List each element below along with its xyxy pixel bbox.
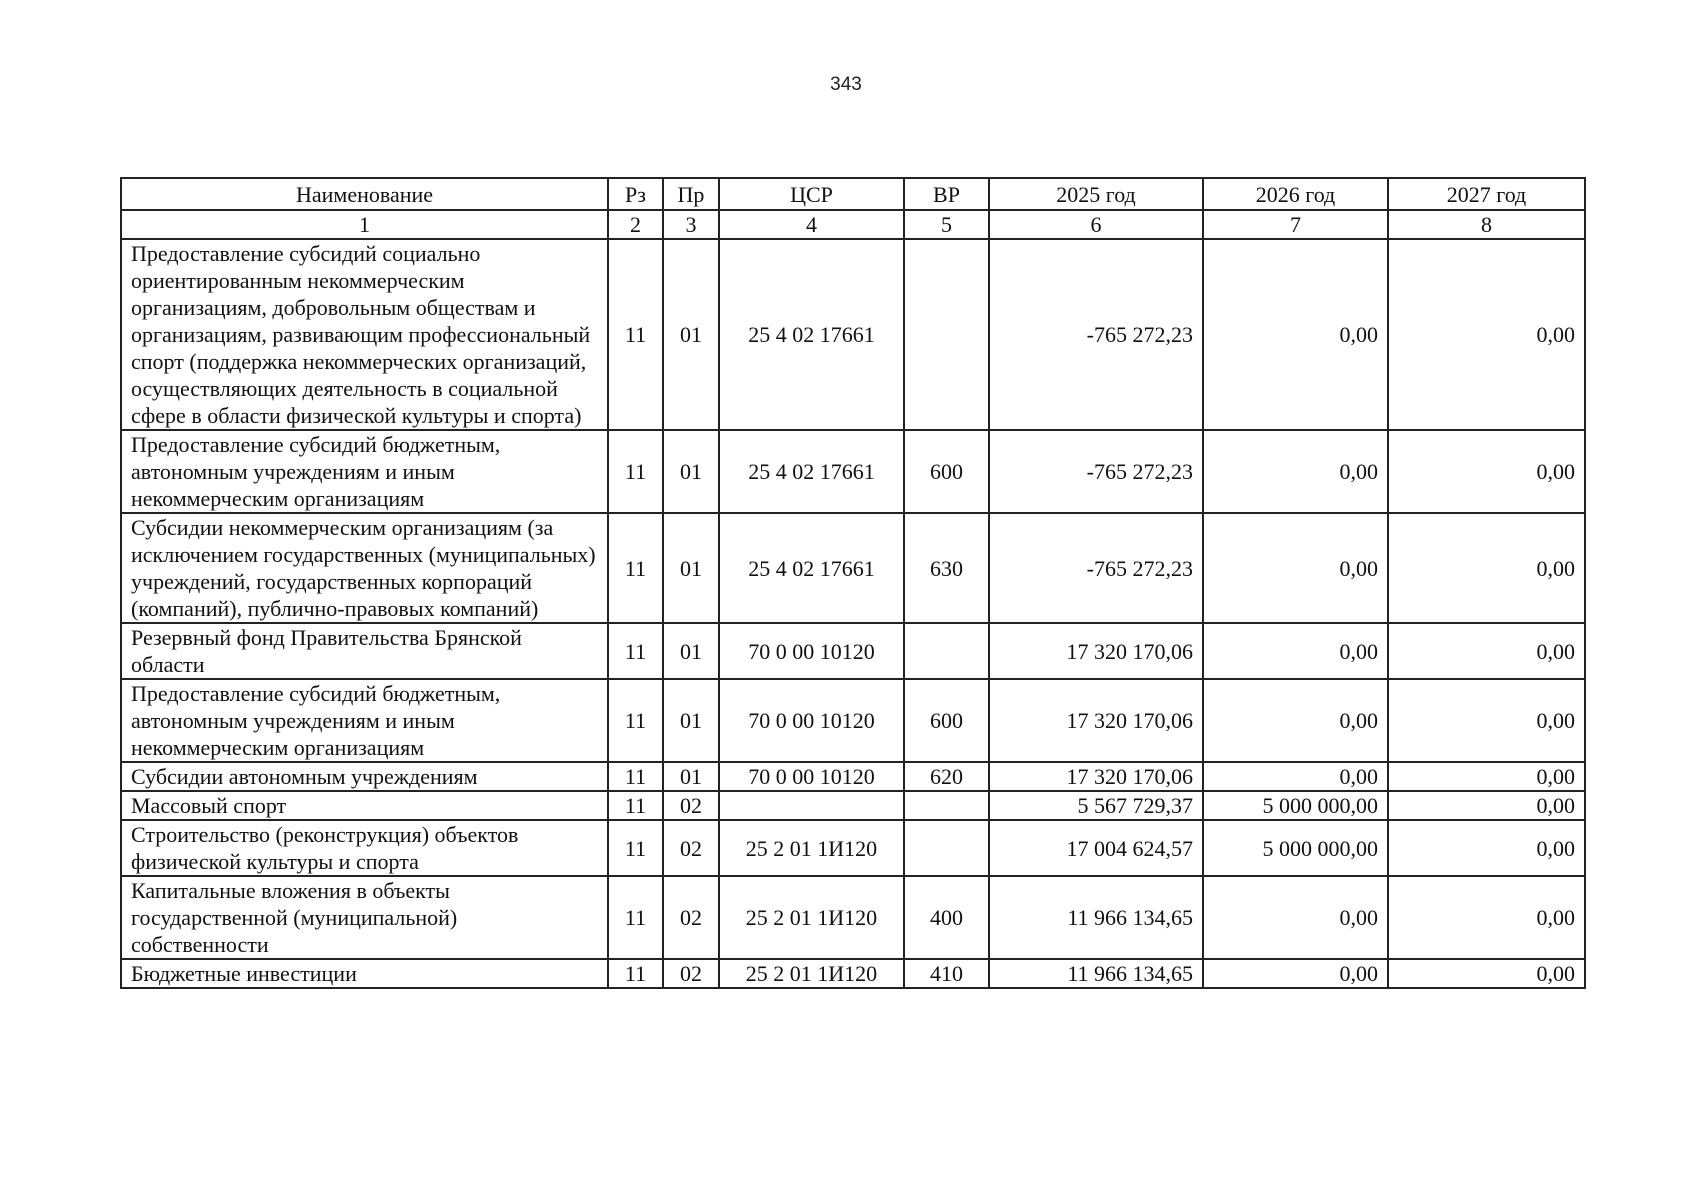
column-index: 5 [904, 210, 989, 239]
row-csr: 25 4 02 17661 [719, 513, 904, 623]
row-name: Предоставление субсидий бюджетным, автономным учреждениям и иным некоммерческим организациям [121, 679, 608, 762]
row-2025: -765 272,23 [989, 239, 1203, 430]
row-2027: 0,00 [1388, 430, 1585, 513]
table-row [121, 239, 1585, 430]
row-rz: 11 [608, 820, 663, 876]
column-index: 7 [1203, 210, 1388, 239]
row-name: Капитальные вложения в объекты государственной (муниципальной) собственности [121, 876, 608, 959]
row-2026: 0,00 [1203, 513, 1388, 623]
column-index: 8 [1388, 210, 1585, 239]
column-index: 3 [663, 210, 719, 239]
row-2027: 0,00 [1388, 762, 1585, 791]
table-row [121, 876, 1585, 959]
row-pr: 01 [663, 430, 719, 513]
header-row [121, 178, 1585, 210]
row-2026: 5 000 000,00 [1203, 820, 1388, 876]
row-vr: 600 [904, 679, 989, 762]
row-name: Субсидии автономным учреждениям [121, 762, 608, 791]
row-vr: 600 [904, 430, 989, 513]
row-csr: 70 0 00 10120 [719, 762, 904, 791]
header-name: Наименование [121, 178, 608, 210]
row-rz: 11 [608, 679, 663, 762]
row-2027: 0,00 [1388, 876, 1585, 959]
row-rz: 11 [608, 959, 663, 988]
header-rz: Рз [608, 178, 663, 210]
row-rz: 11 [608, 791, 663, 820]
row-csr: 25 4 02 17661 [719, 239, 904, 430]
row-2025: 5 567 729,37 [989, 791, 1203, 820]
row-2025: 17 320 170,06 [989, 623, 1203, 679]
row-csr: 25 2 01 1И120 [719, 876, 904, 959]
row-name: Предоставление субсидий социально ориентированным некоммерческим организациям, добровольным обществам и организациям, развивающим профессиональный спорт (поддержка некоммерческих организаций, осуществляющих деятельность в социальной сфере в области физической культуры и спорта) [121, 239, 608, 430]
row-csr: 70 0 00 10120 [719, 623, 904, 679]
header-vr: ВР [904, 178, 989, 210]
column-index: 2 [608, 210, 663, 239]
row-vr [904, 623, 989, 679]
column-index: 4 [719, 210, 904, 239]
row-vr [904, 791, 989, 820]
row-rz: 11 [608, 876, 663, 959]
row-pr: 02 [663, 876, 719, 959]
column-index: 6 [989, 210, 1203, 239]
page-number: 343 [830, 74, 862, 95]
row-pr: 01 [663, 513, 719, 623]
row-csr [719, 791, 904, 820]
row-2027: 0,00 [1388, 791, 1585, 820]
row-rz: 11 [608, 430, 663, 513]
row-2027: 0,00 [1388, 513, 1585, 623]
row-pr: 01 [663, 623, 719, 679]
row-name: Массовый спорт [121, 791, 608, 820]
row-name: Предоставление субсидий бюджетным, автономным учреждениям и иным некоммерческим организациям [121, 430, 608, 513]
row-vr: 410 [904, 959, 989, 988]
row-2025: -765 272,23 [989, 513, 1203, 623]
row-2025: 17 004 624,57 [989, 820, 1203, 876]
table-row [121, 513, 1585, 623]
row-rz: 11 [608, 513, 663, 623]
row-2026: 0,00 [1203, 876, 1388, 959]
row-pr: 01 [663, 679, 719, 762]
row-2025: 17 320 170,06 [989, 679, 1203, 762]
row-csr: 25 2 01 1И120 [719, 820, 904, 876]
row-2026: 0,00 [1203, 430, 1388, 513]
row-2026: 0,00 [1203, 239, 1388, 430]
header-csr: ЦСР [719, 178, 904, 210]
header-2025: 2025 год [989, 178, 1203, 210]
table-row [121, 762, 1585, 791]
row-vr [904, 239, 989, 430]
header-pr: Пр [663, 178, 719, 210]
row-2027: 0,00 [1388, 820, 1585, 876]
row-pr: 01 [663, 239, 719, 430]
row-name: Бюджетные инвестиции [121, 959, 608, 988]
row-vr: 620 [904, 762, 989, 791]
column-index: 1 [121, 210, 608, 239]
row-csr: 70 0 00 10120 [719, 679, 904, 762]
header-2026: 2026 год [1203, 178, 1388, 210]
table-row [121, 430, 1585, 513]
header-2027: 2027 год [1388, 178, 1585, 210]
row-2027: 0,00 [1388, 239, 1585, 430]
row-name: Субсидии некоммерческим организациям (за исключением государственных (муниципальных) учреждений, государственных корпораций (компаний), публично-правовых компаний) [121, 513, 608, 623]
row-2027: 0,00 [1388, 623, 1585, 679]
row-rz: 11 [608, 239, 663, 430]
row-2026: 0,00 [1203, 623, 1388, 679]
row-2025: 11 966 134,65 [989, 876, 1203, 959]
row-csr: 25 4 02 17661 [719, 430, 904, 513]
row-rz: 11 [608, 762, 663, 791]
table-row [121, 820, 1585, 876]
row-pr: 01 [663, 762, 719, 791]
column-index-row [121, 210, 1585, 239]
row-vr: 400 [904, 876, 989, 959]
row-pr: 02 [663, 791, 719, 820]
table-row [121, 959, 1585, 988]
row-name: Строительство (реконструкция) объектов физической культуры и спорта [121, 820, 608, 876]
budget-table [120, 177, 1586, 989]
row-csr: 25 2 01 1И120 [719, 959, 904, 988]
row-rz: 11 [608, 623, 663, 679]
row-pr: 02 [663, 820, 719, 876]
row-2025: -765 272,23 [989, 430, 1203, 513]
row-2027: 0,00 [1388, 959, 1585, 988]
table-row [121, 791, 1585, 820]
row-2025: 17 320 170,06 [989, 762, 1203, 791]
row-name: Резервный фонд Правительства Брянской области [121, 623, 608, 679]
row-vr [904, 820, 989, 876]
row-2026: 0,00 [1203, 959, 1388, 988]
row-2026: 0,00 [1203, 762, 1388, 791]
row-pr: 02 [663, 959, 719, 988]
table-row [121, 679, 1585, 762]
row-2025: 11 966 134,65 [989, 959, 1203, 988]
row-2026: 0,00 [1203, 679, 1388, 762]
table-row [121, 623, 1585, 679]
row-2027: 0,00 [1388, 679, 1585, 762]
row-2026: 5 000 000,00 [1203, 791, 1388, 820]
row-vr: 630 [904, 513, 989, 623]
